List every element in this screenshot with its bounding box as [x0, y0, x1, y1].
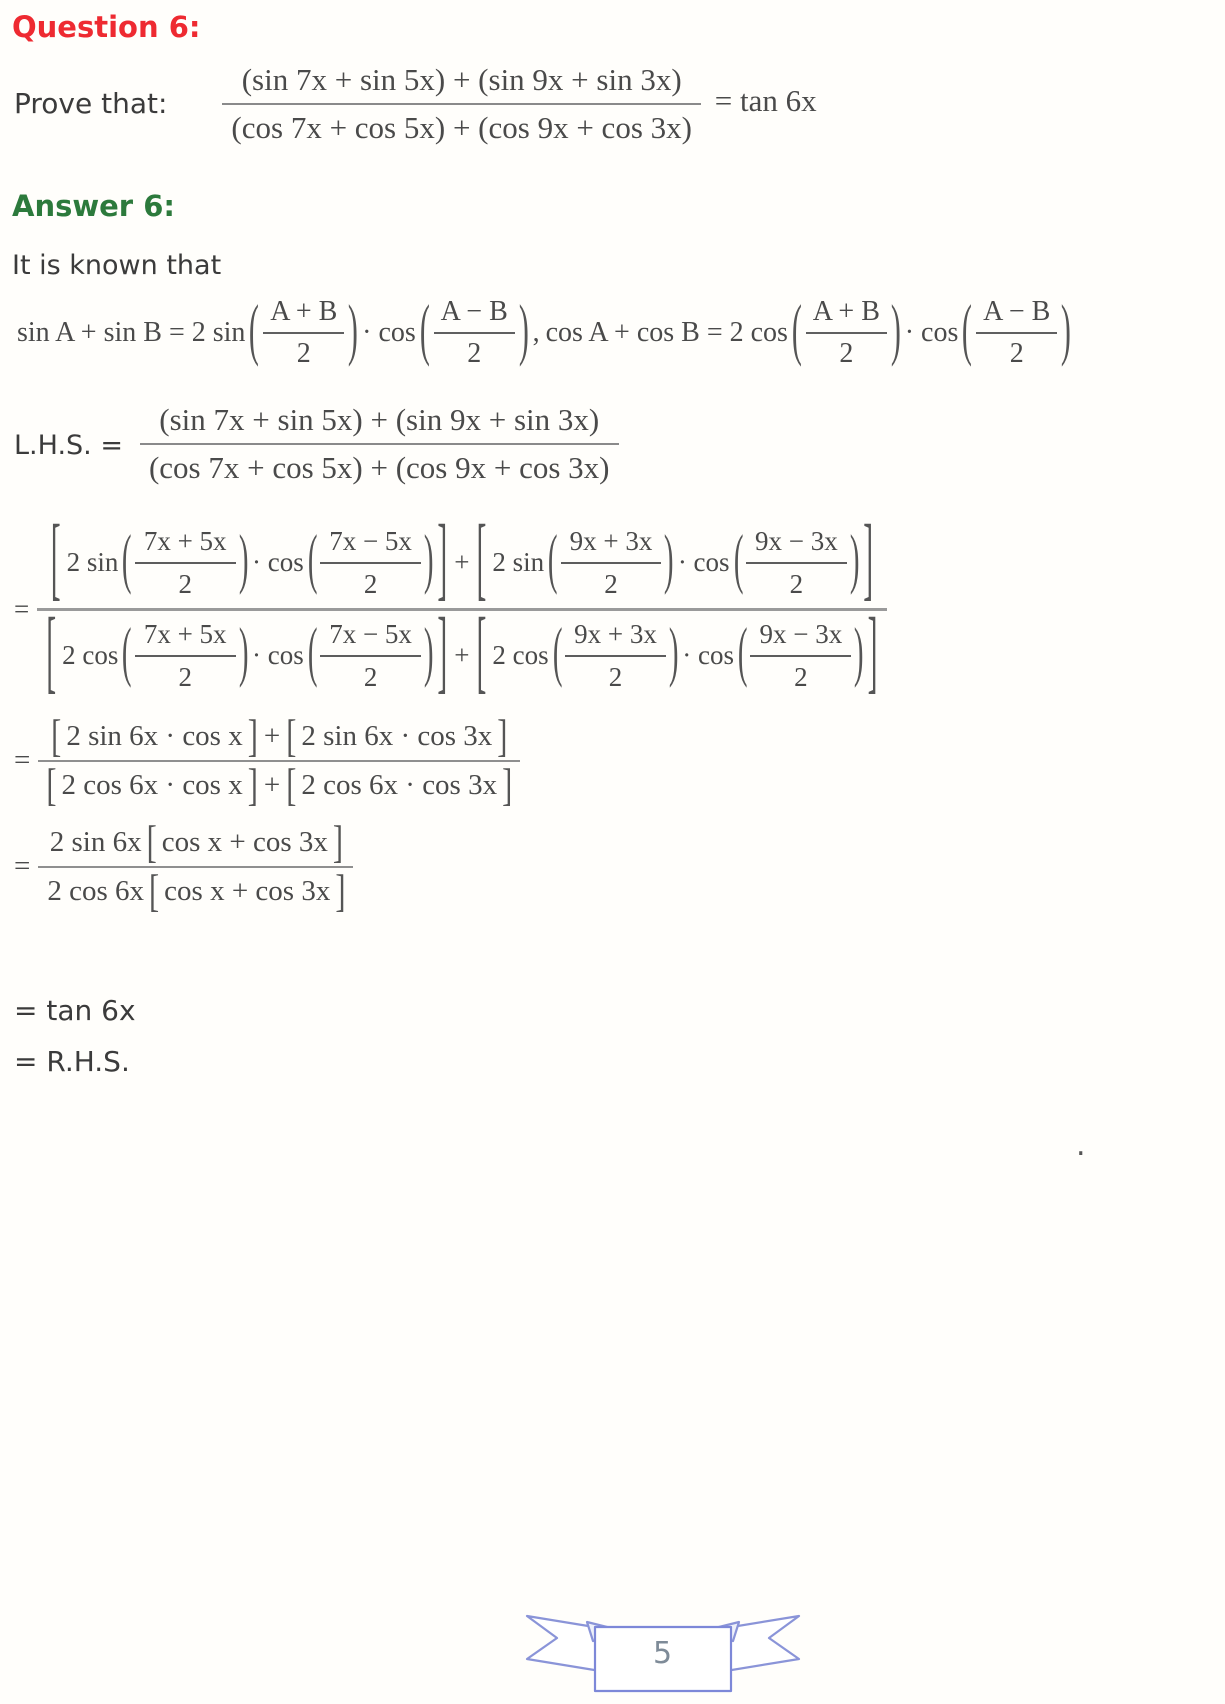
close-bracket: ] — [497, 710, 508, 762]
fraction-denominator: 2 — [561, 562, 662, 601]
fraction-denominator: (cos 7x + cos 5x) + (cos 9x + cos 3x) — [140, 443, 619, 487]
close-bracket: ] — [502, 759, 513, 811]
close-bracket: ] — [437, 602, 448, 704]
simplify-step-row — [14, 710, 1213, 811]
page-number-ribbon — [513, 1600, 813, 1695]
cos-identity-mid: · cos — [904, 316, 959, 348]
expand-fraction — [37, 509, 886, 704]
open-bracket: [ — [146, 816, 157, 868]
close-paren: ) — [668, 617, 679, 691]
lhs-fraction — [140, 401, 619, 487]
fraction-denominator: (cos 7x + cos 5x) + (cos 9x + cos 3x) — [222, 103, 701, 147]
fraction-numerator: 9x − 3x — [755, 525, 838, 556]
term-text: 2 cos 6x · cos 3x — [301, 768, 498, 801]
fraction-denominator: 2 — [434, 332, 515, 371]
close-paren: ) — [890, 293, 901, 369]
cos-identity-fraction-1 — [806, 295, 887, 371]
fraction-numerator: A + B — [270, 295, 338, 327]
open-bracket: [ — [51, 710, 62, 762]
fraction-numerator: 9x + 3x — [574, 618, 657, 649]
fraction-numerator: 9x − 3x — [759, 618, 843, 649]
close-paren: ) — [423, 524, 434, 598]
fraction-denominator: 2 — [806, 332, 887, 371]
close-paren: ) — [518, 293, 529, 369]
term-lead: 2 cos 6x — [47, 874, 145, 907]
term-fraction — [746, 525, 847, 601]
term-fraction — [561, 525, 662, 601]
open-bracket: [ — [286, 710, 297, 762]
open-paren: ( — [419, 293, 430, 369]
intro-text: It is known that — [12, 249, 222, 281]
equals-sign: = — [14, 593, 30, 624]
fraction-numerator: 7x − 5x — [329, 525, 412, 556]
close-bracket: ] — [247, 759, 258, 811]
open-paren: ( — [122, 617, 132, 691]
open-bracket: [ — [286, 759, 297, 811]
plus-operator: + — [263, 768, 281, 801]
term-lead: 2 cos — [492, 640, 549, 671]
term-lead: 2 sin — [492, 547, 545, 578]
term-fraction — [135, 525, 236, 601]
simplify-numerator — [38, 710, 520, 762]
question-heading: Question 6: — [12, 10, 201, 44]
cos-identity-lead: cos A + cos B = 2 cos — [545, 316, 788, 348]
open-paren: ( — [791, 293, 802, 369]
answer-heading: Answer 6: — [12, 188, 175, 223]
close-paren: ) — [664, 524, 674, 598]
open-paren: ( — [737, 617, 748, 691]
equals-sign: = — [14, 850, 31, 883]
rhs-line: = R.H.S. — [14, 1044, 130, 1078]
close-paren: ) — [1061, 293, 1072, 369]
term-text: 2 cos 6x · cos x — [61, 768, 243, 801]
fraction-denominator: 2 — [976, 332, 1057, 371]
term-fraction — [135, 618, 236, 694]
term-fraction — [320, 525, 421, 601]
close-bracket: ] — [332, 816, 344, 868]
plus-operator: + — [454, 640, 470, 671]
question-fraction — [222, 61, 701, 147]
fraction-denominator: 2 — [135, 655, 236, 694]
open-paren: ( — [552, 617, 563, 691]
factor-fraction — [38, 816, 353, 917]
fraction-denominator: 2 — [565, 655, 666, 694]
factor-numerator — [38, 816, 353, 868]
open-bracket: [ — [149, 865, 160, 917]
fraction-numerator: (sin 7x + sin 5x) + (sin 9x + sin 3x) — [241, 61, 682, 97]
comma-separator: , — [532, 316, 540, 348]
open-paren: ( — [122, 524, 132, 598]
fraction-numerator: 9x + 3x — [569, 525, 653, 556]
term-mid: · cos — [682, 640, 735, 671]
expand-denominator — [37, 602, 886, 704]
factor-denominator — [38, 865, 353, 917]
factor-step-row — [14, 816, 1213, 917]
open-bracket: [ — [476, 602, 487, 704]
fraction-denominator: 2 — [320, 655, 421, 694]
result-line: = tan 6x — [14, 993, 136, 1027]
stray-period: . — [1076, 1128, 1086, 1163]
term-lead: 2 sin — [66, 547, 119, 578]
fraction-numerator: 7x + 5x — [143, 525, 227, 556]
close-bracket: ] — [247, 710, 258, 762]
plus-operator: + — [454, 547, 470, 578]
open-bracket: [ — [476, 509, 487, 611]
question-formula-rhs: = tan 6x — [714, 82, 817, 118]
fraction-denominator: 2 — [746, 562, 847, 601]
lhs-label: L.H.S. = — [14, 429, 123, 461]
close-paren: ) — [238, 524, 249, 598]
fraction-numerator: 7x − 5x — [329, 618, 412, 649]
open-bracket: [ — [46, 759, 57, 811]
expand-step-row — [14, 509, 1213, 704]
fraction-numerator: A − B — [983, 295, 1051, 327]
lhs-formula — [137, 401, 622, 487]
open-bracket: [ — [46, 602, 57, 704]
fraction-numerator: A + B — [812, 295, 880, 327]
close-paren: ) — [854, 617, 864, 691]
cos-identity-fraction-2 — [976, 295, 1057, 371]
fraction-denominator: 2 — [320, 562, 421, 601]
close-bracket: ] — [863, 509, 874, 611]
close-bracket: ] — [867, 602, 878, 704]
prove-statement-row — [14, 61, 1213, 147]
term-lead: 2 cos — [62, 640, 119, 671]
term-mid: · cos — [252, 640, 304, 671]
sin-identity-fraction-1 — [263, 295, 344, 371]
fraction-denominator: 2 — [263, 332, 344, 371]
term-fraction — [565, 618, 666, 694]
close-paren: ) — [238, 617, 249, 691]
fraction-denominator: 2 — [135, 562, 236, 601]
lhs-step-row — [14, 401, 1213, 487]
sin-identity-fraction-2 — [434, 295, 515, 371]
open-bracket: [ — [50, 509, 61, 611]
sin-identity-mid: · cos — [362, 316, 416, 348]
term-mid: · cos — [677, 547, 730, 578]
close-paren: ) — [348, 293, 359, 369]
fraction-numerator: (sin 7x + sin 5x) + (sin 9x + sin 3x) — [159, 401, 600, 437]
close-bracket: ] — [335, 865, 346, 917]
simplify-fraction — [38, 710, 520, 811]
open-paren: ( — [307, 524, 318, 598]
open-paren: ( — [249, 293, 260, 369]
term-fraction — [750, 618, 851, 694]
prove-label: Prove that: — [14, 87, 168, 121]
close-paren: ) — [849, 524, 860, 598]
term-text: 2 sin 6x · cos x — [66, 719, 243, 752]
fraction-denominator: 2 — [750, 655, 851, 694]
open-paren: ( — [548, 524, 558, 598]
simplify-denominator — [38, 759, 520, 811]
open-paren: ( — [962, 293, 973, 369]
term-text: 2 sin 6x · cos 3x — [301, 719, 493, 752]
equals-sign: = — [14, 744, 31, 777]
term-lead: 2 sin 6x — [49, 825, 142, 858]
question-formula — [219, 61, 819, 147]
close-paren: ) — [423, 617, 434, 691]
identity-formula — [14, 295, 1213, 371]
sin-identity-lead: sin A + sin B = 2 sin — [17, 316, 246, 348]
term-text: cos x + cos 3x — [164, 874, 331, 907]
plus-operator: + — [263, 719, 281, 752]
term-fraction — [320, 618, 421, 694]
term-text: cos x + cos 3x — [161, 825, 328, 858]
open-paren: ( — [307, 617, 318, 691]
fraction-numerator: 7x + 5x — [143, 618, 227, 649]
open-paren: ( — [733, 524, 744, 598]
close-bracket: ] — [437, 509, 448, 611]
expand-numerator — [37, 509, 886, 611]
fraction-numerator: A − B — [440, 295, 508, 327]
term-mid: · cos — [252, 547, 304, 578]
page-number: 5 — [652, 1636, 673, 1671]
